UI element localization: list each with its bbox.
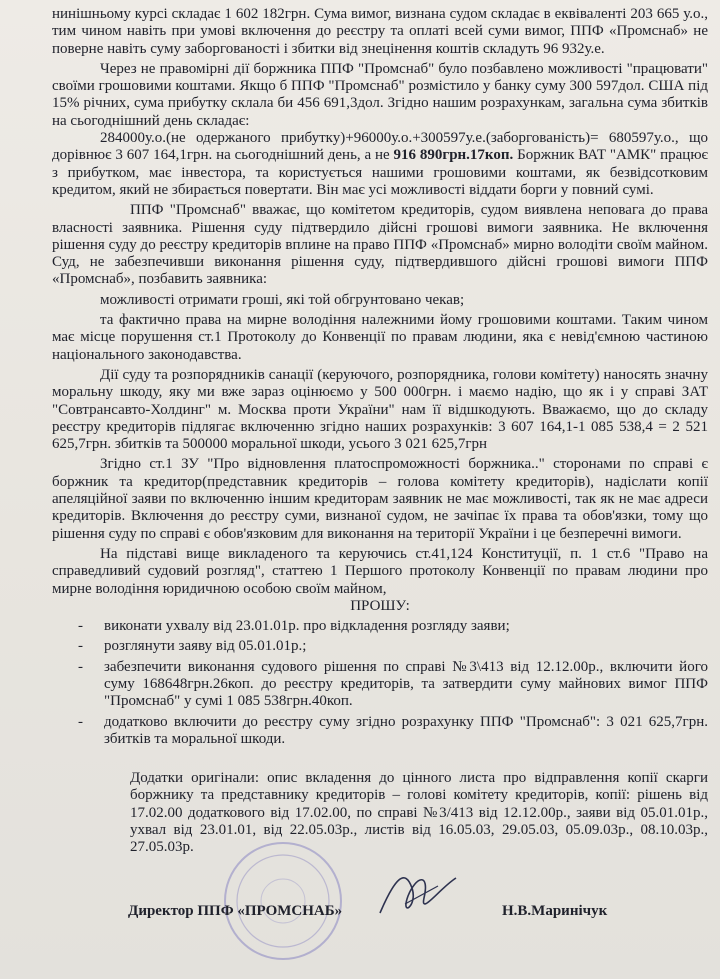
list-item — [52, 618, 708, 635]
request-list — [52, 618, 708, 748]
paragraph: Через не правомірні дії боржника ППФ "Промснаб" було позбавлено можливості "працювати" своїми грошовими коштами. Якщо б ППФ "Промснаб" розмістило у банку суму 300 597дол. США під 15% річних, сума прибутку склала би 456 691,3дол. Згідно нашим розрахункам, загальна сума збитків на сьогоднішний день складає: — [52, 60, 708, 129]
signer-role: Директор ППФ «ПРОМСНАБ» — [128, 903, 343, 919]
paragraph — [52, 130, 708, 199]
list-item-text: виконати ухвалу від 23.01.01р. про відкладення розгляду заяви; — [104, 618, 510, 635]
list-item-text: забезпечити виконання судового рішення по справі №3\413 від 12.12.00р., включити його суму 168648грн.26коп. до реєстру кредиторів, та затвердити суму майнових вимог ППФ "Промснаб" у сумі 1 085 538грн.40коп. — [104, 658, 708, 710]
request-heading: ПРОШУ: — [350, 597, 410, 614]
highlighted-amount: 916 890грн.17коп. — [393, 147, 514, 164]
attachments-note: Додатки оригінали: опис вкладення до цінного листа про відправлення копії скарги боржнику та представнику кредиторів – голові комітету кредиторів, копії: рішень від 17.02.00 додаткового від 17.02.00, по справі №3/413 від 12.12.00р., заяви від 05.01.01р., ухвал від 23.01.01, від 22.05.03р., листів від 16.05.03, 29.05.03, 05.09.03р., 08.10.03р., 27.05.03р. — [130, 770, 708, 856]
signer-name: Н.В.Маринічук — [502, 903, 608, 919]
list-item-text: розглянути заяву від 05.01.01р.; — [104, 638, 307, 655]
list-marker: - — [78, 638, 83, 655]
list-marker: - — [78, 658, 83, 675]
paragraph-text: Боржник ВАТ "АМК" працює з прибутком, має інвестора, та користується нашими грошовими коштами, як безвідсотковим кредитом, який не збирається повертати. Він має усі можливості віддати борги у повний сумі. — [52, 147, 708, 198]
list-item — [52, 638, 708, 655]
paragraph: На підставі вище викладеного та керуючись ст.41,124 Конституції, п. 1 ст.6 "Право на справедливий судовий розгляд", статтею 1 Першого протоколу Конвенції по правам людини про мирне володіння юридичною особою своїм майном, — [52, 545, 708, 597]
signature-block — [0, 895, 720, 935]
paragraph: та фактично права на мирне володіння належними йому грошовими коштами. Таким чином має місце порушення ст.1 Протоколу до Конвенції по правам людини, яка є невід'ємною частиною національного законодавства. — [52, 312, 708, 363]
list-marker: - — [78, 713, 83, 730]
list-item — [52, 714, 708, 749]
list-marker: - — [78, 618, 83, 635]
paragraph: Згідно ст.1 ЗУ "Про відновлення платоспроможності боржника.." сторонами по справі є боржник та кредитор(представник кредиторів – голова комітету кредиторів), надіслати копії апеляційної заяви по включенню іншим кредиторам заявник не має можливості, так як не має адреси кредиторів. Включення до реєстру суми, визнаної судом, не зачіпає їх права та обов'язки, тому що рішення суду по справі є обов'язковим для виконання на території України і це безперечні вимоги. — [52, 456, 708, 542]
paragraph: Дії суду та розпорядників санації (керуючого, розпорядника, голови комітету) наносять значну моральну шкоду, яку ми вже зараз оцінюємо у 500 000грн. і маємо надію, що як і у справі ЗАТ "Совтрансавто-Холдинг" м. Москва проти України" нам її відшкодують. Вважаємо, що до складу реєстру кредиторів підлягає включенню згідно наших розрахунків: 3 607 164,1-1 085 538,4 = 2 521 625,7грн. збитків та 500000 моральної шкоди, усього 3 021 625,7грн — [52, 366, 708, 453]
list-item-text: додатково включити до реєстру суму згідно розрахунку ППФ "Промснаб": 3 021 625,7грн. збитків та моральної шкоди. — [104, 713, 708, 747]
paragraph-text: 284000у.о.(не одержаного прибутку)+96000у.о.+300597у.е.(заборгованість)= 680597у.о., що дорівнює 3 607 164,1грн. на сьогоднішний день, а не — [52, 130, 708, 164]
list-item — [52, 659, 708, 711]
paragraph: нинішньому курсі складає 1 602 182грн. Сума вимог, визнана судом складає в еквіваленті 203 665 у.о., тим чином навіть при умові включення до реєстру та оплаті всей суми вимог, ППФ «Промснаб» не поверне навіть суму заборгованості і збитки від знецінення коштів складуть 96 932у.е. — [52, 6, 708, 57]
document-body — [52, 6, 708, 857]
paragraph: можливості отримати гроші, які той обгрунтовано чекав; — [100, 291, 465, 308]
paragraph: ППФ "Промснаб" вважає, що комітетом кредиторів, судом виявлена неповага до права власності заявника. Рішення суду підтвердило дійсні грошові вимоги заявника. Не включення рішення суду до реєстру кредиторів вплине на право ППФ «Промснаб» мирно володіти своїм майном. Суд, не забезпечивши виконання рішення суду, підтвердившого дійсні грошові вимоги ППФ «Промснаб», позбавить заявника: — [52, 202, 708, 288]
